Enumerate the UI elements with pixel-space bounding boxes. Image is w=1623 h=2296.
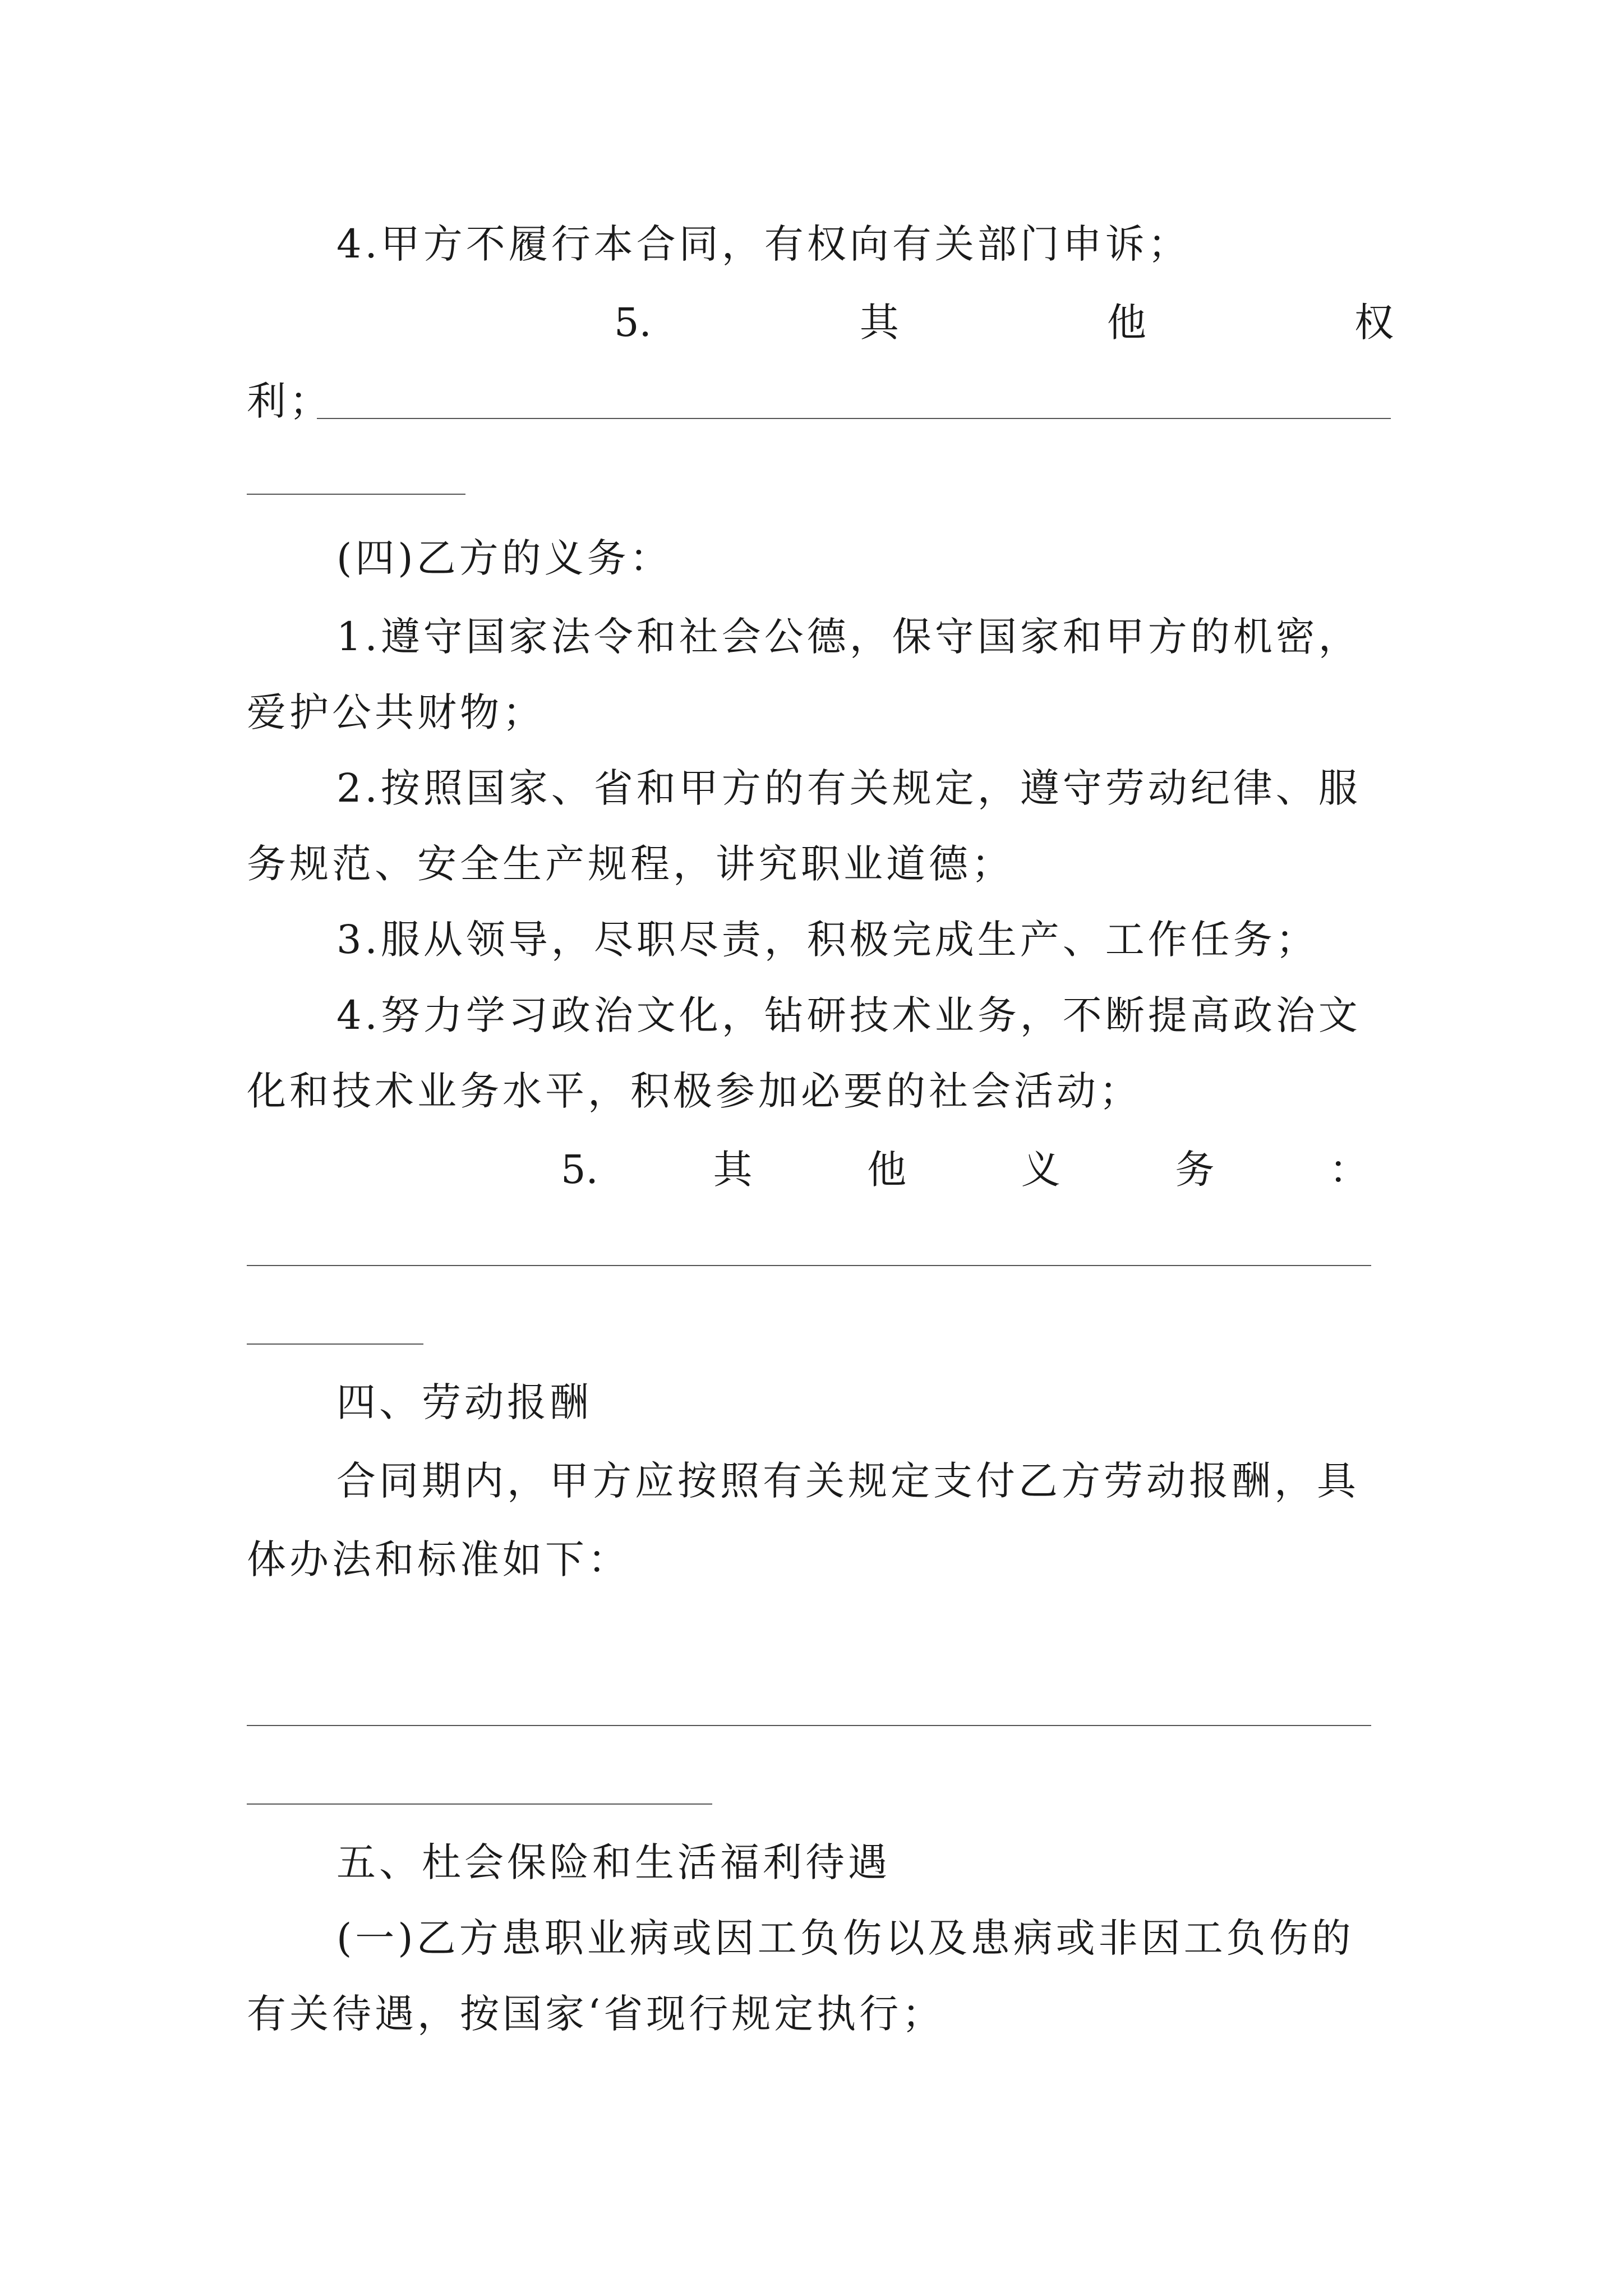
obligation-1-line: 1.遵守国家法令和社会公德，保守国家和甲方的机密， [336, 614, 1361, 660]
spread-char: 务 [1175, 1147, 1215, 1193]
obligation-4-line: 4.努力学习政治文化，钻研技术业务，不断提高政治文 [336, 992, 1361, 1038]
blank-underline [247, 1725, 1371, 1726]
blank-underline [247, 1803, 712, 1805]
section-heading: (四)乙方的义务： [336, 535, 672, 581]
obligation-1-continuation: 爱护公共财物； [247, 689, 545, 735]
obligation-5-line [561, 1144, 1368, 1195]
blank-underline [247, 494, 465, 495]
obligation-4-continuation: 化和技术业务水平，积极参加必要的社会活动； [247, 1068, 1142, 1114]
right-4-line: 4.甲方不履行本合同，有权向有关部门申诉； [336, 221, 1191, 267]
blank-underline [317, 418, 1391, 419]
blank-underline [247, 1265, 1371, 1266]
spread-char: 其 [859, 300, 899, 346]
item-number: 5. [561, 1147, 598, 1193]
spread-char: 权 [1354, 300, 1394, 346]
spread-char: 义 [1021, 1147, 1061, 1193]
item-number: 5. [614, 300, 652, 346]
blank-underline [247, 1343, 423, 1345]
spread-char: 他 [1106, 300, 1146, 346]
obligation-3-line: 3.服从领导，尽职尽责，积极完成生产、工作任务； [336, 917, 1318, 963]
paragraph-line: (一)乙方患职业病或因工负伤以及患病或非因工负伤的 [336, 1915, 1354, 1961]
spread-char: 他 [867, 1147, 907, 1193]
obligation-2-line: 2.按照国家、省和甲方的有关规定，遵守劳动纪律、服 [336, 765, 1361, 811]
paragraph-continuation: 有关待遇，按国家‘省现行规定执行； [247, 1991, 945, 2037]
paragraph-line: 合同期内，甲方应按照有关规定支付乙方劳动报酬，具 [336, 1458, 1359, 1504]
section-heading: 五、杜会保险和生活福利待遇 [336, 1839, 891, 1885]
right-5-line [614, 297, 1394, 348]
spread-char: ： [1329, 1147, 1368, 1193]
spread-char: 其 [713, 1147, 753, 1193]
paragraph-continuation: 体办法和标准如下： [247, 1536, 630, 1582]
right-5-continuation: 利； [247, 378, 332, 424]
section-heading: 四、劳动报酬 [336, 1379, 592, 1425]
obligation-2-continuation: 务规范、安全生产规程，讲究职业道德； [247, 841, 1014, 887]
